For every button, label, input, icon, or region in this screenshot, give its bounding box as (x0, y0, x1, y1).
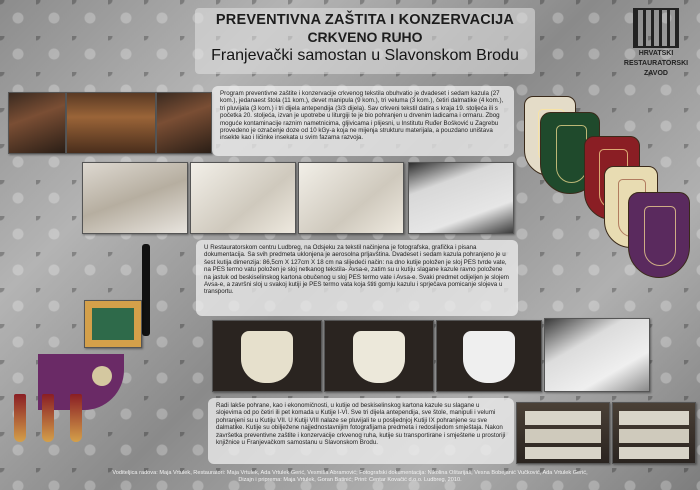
intro-text-panel (212, 86, 514, 156)
footer-line-1: Voditeljica radova: Maja Vrtulek, Restauratori: Maja Vrtulek, Ada Vrtulek Gerić, Vesmiša Abramović; Fotografski dokumentacija: Nikolina Oštarijaš, Vesna Bobejanić Vučković, Ada Vrtulek Gerić, (112, 470, 588, 476)
photo-stole-black (142, 244, 150, 336)
bottom-text-panel (208, 398, 514, 464)
middle-text: U Restauratorskom centru Ludbreg, na Odsjeku za tekstil načinjena je fotografska, grafička i pisana dokumentacija. Sa svih predmeta uklonjena je aerosolna prljavština. Dvadeset i sedam kazula pohranjeno je u šest kutija dimenzija: 86,5cm X 127cm X 18 cm na slijedeći način: na dno kutije položen je sloj PES tvrde vate, na PES termo vatu položen je sloj netkanog tekstila- Avsa-e, zatim su u kutiju slagane kazule ravno položene na jastuk od beskiselinskog kartona obučenog u sloj PES termo vate i Avsa-e. Svaki predmet odijeljen je slojem Avsa-e, a završni sloj u svakoj kutiji je PES termo vata koja štiti gornju kazulu i sprječava pomicanje slojeva u transportu. (204, 244, 509, 296)
page-title: PREVENTIVNA ZAŠTITA I KONZERVACIJA (215, 12, 515, 28)
page-title-secondary: CRKVENO RUHO (307, 29, 423, 45)
footer-line-2: Dizajn i priprema: Maja Vrtulek, Goran Batinić; Print: Centar Kovačić d.o.o. Ludbreg, 2010. (238, 477, 462, 483)
logo-text-1: HRVATSKI (638, 50, 674, 57)
photo-cabinet-interior (156, 92, 212, 154)
photo-stacked-chasubles (544, 318, 650, 392)
hrz-logo (618, 8, 694, 82)
photo-chasuble-box-3 (436, 320, 542, 392)
page-subtitle: Franjevački samostan u Slavonskom Brodu (211, 47, 519, 64)
footer-credits (8, 470, 692, 484)
photo-velum-green-gold (84, 300, 142, 348)
hrz-logo-icon (633, 8, 679, 48)
photo-box-lining (408, 162, 514, 234)
logo-text-2: RESTAURATORSKI (623, 60, 689, 67)
bottom-text: Radi lakše pohrane, kao i ekonomičnosti, u kutije od beskiselinskog kartona kazule su slagane u slojevima od po četiri ili pet komada u Kutije I-VI. Sve tri dijela antependija, sve štole, manipuli i velumi pohranjeni su u Kutiju VII. U Kutiji VIII nalaze se pluvijali te u posljednjoj Kutiji IX pohranjene su sve dalmatike. Kutije su obilježene najjednostavnijim fotografijama predmeta i redoslijedom smještaja. Nakon završetka preventivne zaštite i konzervacije crkvenog ruha, kutije su transportirane i smještene u prostoriji knjižnice u Franjevačkom samostanu u Slavonskom Brodu. (216, 402, 506, 447)
intro-text: Program preventivne zaštite i konzervacije crkvenog tekstila obuhvatio je dvadeset i sedam kazula (27 kom.), jedanaest štola (11 kom.), devet manipula (9 kom.), tri veluma (3 kom.), četiri dalmatike (4 kom.), tri pluvijala (3 kom.) i tri dijela antependija (3/3 dijela). Sav crkveni tekstil datira s kraja 19. stoljeća ili s početka 20. stoljeća, izvan je upotrebe u liturgiji te je bio pohranjen u drvenim ladicama i ormaru. Zbog moguće kontaminacije raznim nametnicima, gljivicama i plijesni, u Institutu Ruđer Bošković u Zagrebu provedeno je ozračenje doze od 10 kGy-a koja ne mijenja strukturu materijala, a pouzdano uništava insekte kao i ličinke insekata u svim fazama razvoja. (220, 90, 504, 142)
photo-textile-cleaning (82, 162, 188, 234)
photo-chasuble-violet (628, 192, 690, 278)
photo-fabric-handling (298, 162, 404, 234)
photo-chasuble-box-1 (212, 320, 322, 392)
middle-text-panel (196, 240, 518, 316)
photo-chasuble-box-2 (324, 320, 434, 392)
title-box (195, 8, 535, 74)
photo-drawer-chest (66, 92, 156, 154)
photo-maniple-3 (70, 394, 82, 442)
photo-pattern-cutting (190, 162, 296, 234)
photo-maniple-2 (42, 394, 54, 442)
photo-storage-cabinet (8, 92, 66, 154)
photo-storage-boxes-2 (612, 402, 696, 464)
logo-text-3: ZAVOD (644, 70, 668, 77)
photo-maniple-1 (14, 394, 26, 442)
photo-storage-boxes-1 (516, 402, 610, 464)
